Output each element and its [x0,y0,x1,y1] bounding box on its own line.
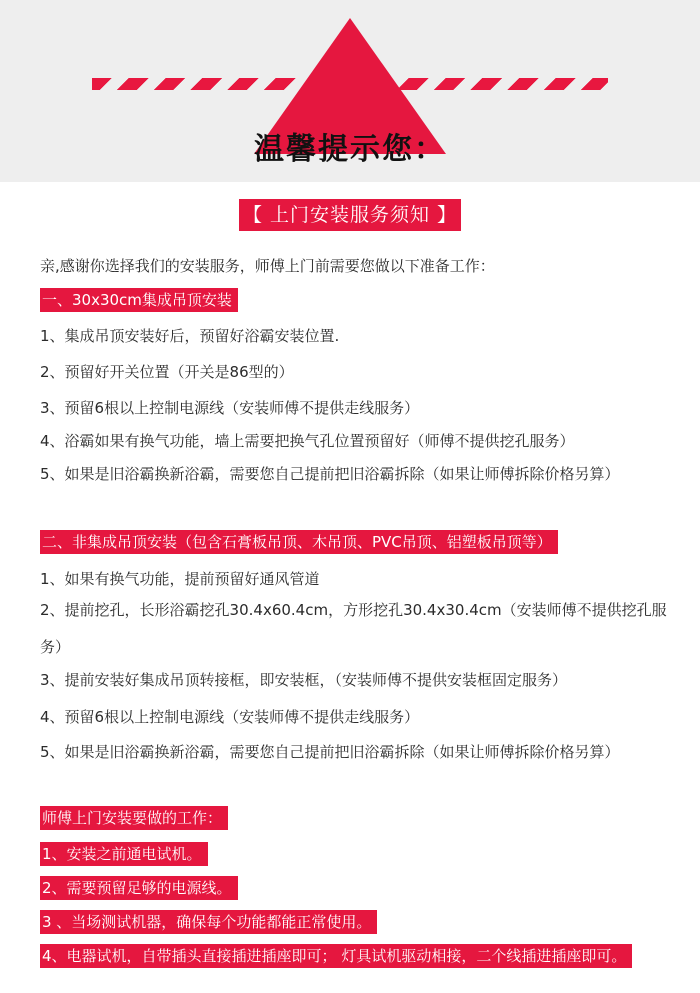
section1-heading: 一、30x30cm集成吊顶安装 [40,288,238,312]
list-item: 3、预留6根以上控制电源线（安装师傅不提供走线服务） [40,399,420,417]
work-item: 3 、当场测试机器，确保每个功能都能正常使用。 [40,910,377,934]
list-item: 2、提前挖孔，长形浴霸挖孔30.4x60.4cm，方形挖孔30.4x30.4cm（安装师傅不提供挖孔服务） [40,601,667,656]
notice-label: 【 上门安装服务须知 】 [239,199,461,231]
list-item: 2、预留好开关位置（开关是86型的） [40,363,294,381]
intro-text: 亲,感谢你选择我们的安装服务，师傅上门前需要您做以下准备工作： [40,257,495,275]
list-item: 4、浴霸如果有换气功能，墙上需要把换气孔位置预留好（师傅不提供挖孔服务） [40,432,575,450]
list-item: 5、如果是旧浴霸换新浴霸，需要您自己提前把旧浴霸拆除（如果让师傅拆除价格另算） [40,465,620,483]
work-item: 4、电器试机，自带插头直接插进插座即可； 灯具试机驱动相接，二个线插进插座即可。 [40,944,632,968]
section2-heading: 二、非集成吊顶安装（包含石膏板吊顶、木吊顶、PVC吊顶、铝塑板吊顶等） [40,530,558,554]
list-item: 4、预留6根以上控制电源线（安装师傅不提供走线服务） [40,708,420,726]
list-item: 5、如果是旧浴霸换新浴霸，需要您自己提前把旧浴霸拆除（如果让师傅拆除价格另算） [40,743,620,761]
work-item: 2、需要预留足够的电源线。 [40,876,238,900]
work-item: 1、安装之前通电试机。 [40,842,208,866]
list-item: 1、如果有换气功能，提前预留好通风管道 [40,570,320,588]
section3-heading: 师傅上门安装要做的工作： [40,806,228,830]
list-item: 3、提前安装好集成吊顶转接框，即安装框，（安装师傅不提供安装框固定服务） [40,671,568,689]
page-title: 温馨提示您： [254,132,446,167]
list-item: 1、集成吊顶安装好后，预留好浴霸安装位置. [40,327,340,345]
